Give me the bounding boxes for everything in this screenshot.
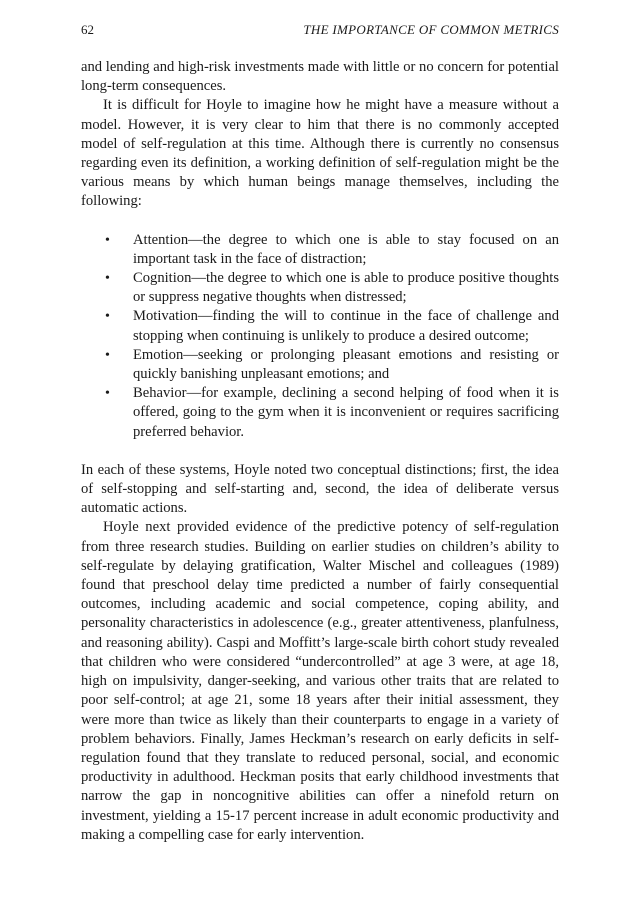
page-number: 62 (81, 22, 94, 37)
list-item-text: Behavior—for example, declining a second helping of food when it is offered, going to the gym when it is inconvenient or requires sacrificing preferred behavior. (133, 385, 559, 440)
paragraph-research-evidence: Hoyle next provided evidence of the predictive potency of self-regulation from three research studies. Building on earlier studies on children’s ability to self-regulate by delaying gratification, Walter Mischel and colleagues (1989) found that preschool delay time predicted a number of fairly consequential outcomes, including academic and social competence, coping ability, and personality characteristics in adolescence (e.g., greater attentiveness, planfulness, and reasoning ability). Caspi and Moffitt’s large-scale birth cohort study revealed that children who were considered “undercontrolled” at age 3 were, at age 18, high on impulsivity, danger-seeking, and various other traits that are related to poor self-control; at age 21, some 18 years after their initial assessment, they were more than twice as likely than their counterparts to engage in a variety of problem behaviors. Finally, James Heckman’s research on early deficits in self-regulation found that they translate to reduced personal, social, and economic productivity in adulthood. Heckman posits that early childhood investments that narrow the gap in noncognitive abilities can offer a ninefold return on investment, yielding a 15-17 percent increase in adult economic productivity and making a compelling case for early intervention. (81, 519, 559, 843)
self-regulation-list (81, 231, 559, 442)
list-item-text: Attention—the degree to which one is able to stay focused on an important task in the face of distraction; (133, 231, 559, 267)
bullet-icon: • (105, 347, 110, 363)
bullet-icon: • (105, 232, 110, 248)
running-title: THE IMPORTANCE OF COMMON METRICS (303, 22, 559, 37)
book-page (81, 22, 559, 845)
paragraph-self-regulation-definition: It is difficult for Hoyle to imagine how he might have a measure without a model. However, it is very clear to him that there is no commonly accepted model of self-regulation at this time. Although there is currently no consensus regarding even its definition, a working definition of self-regulation might be the various means by which human beings manage themselves, including the following: (81, 97, 559, 210)
running-head (81, 22, 559, 40)
list-item-motivation (105, 307, 559, 345)
bullet-icon: • (105, 386, 110, 402)
list-item-cognition (105, 269, 559, 307)
bullet-icon: • (105, 309, 110, 325)
list-item-text: Motivation—finding the will to continue in the face of challenge and stopping when continuing is unlikely to produce a desired outcome; (133, 308, 559, 344)
list-item-attention (105, 231, 559, 269)
list-item-text: Emotion—seeking or prolonging pleasant emotions and resisting or quickly banishing unpleasant emotions; and (133, 346, 559, 383)
list-item-behavior (105, 384, 559, 442)
bullet-icon: • (105, 271, 110, 287)
list-item-text: Cognition—the degree to which one is able to produce positive thoughts or suppress negative thoughts when distressed; (133, 270, 559, 306)
body-text (81, 58, 559, 845)
paragraph-conceptual-distinctions: In each of these systems, Hoyle noted two conceptual distinctions; first, the idea of self-stopping and self-starting and, second, the idea of deliberate versus automatic actions. (81, 461, 559, 517)
paragraph-continuation: and lending and high-risk investments made with little or no concern for potential long-term consequences. (81, 59, 559, 95)
list-item-emotion (105, 346, 559, 384)
